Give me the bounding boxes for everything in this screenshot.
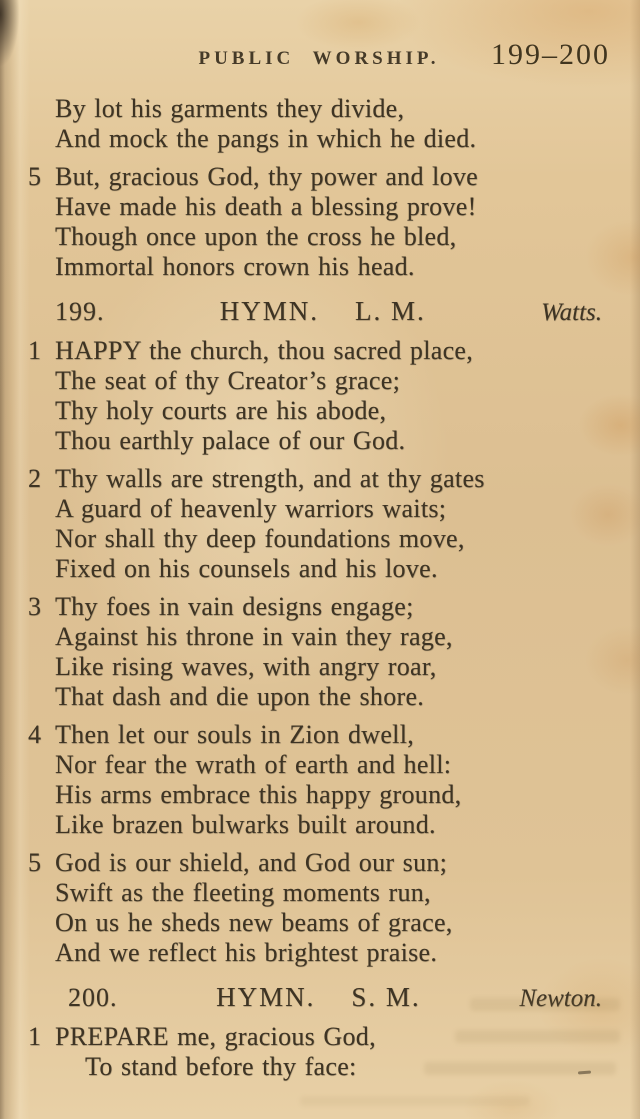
stanza-number: 4 [28,720,41,749]
hymn-title-group [105,296,542,327]
stanza-number: 5 [28,162,41,191]
stanza [28,162,610,282]
stanza [28,336,610,456]
stanza-number: 5 [28,848,41,877]
verse-line: But, gracious God, thy power and love [55,162,479,191]
hymn-title: HYMN. [219,296,320,326]
verse-line: Nor shall thy deep foundations move, [55,524,465,553]
stanza-number: 1 [28,1022,41,1051]
verse-line: Nor fear the wrath of earth and hell: [55,750,452,779]
verse-line: Against his throne in vain they rage, [55,622,453,651]
verse-line: By lot his garments they divide, [55,94,405,123]
verse-line: Like brazen bulwarks built around. [55,810,436,839]
verse-line: His arms embrace this happy ground, [55,780,462,809]
verse-line: Like rising waves, with angry roar, [55,652,437,681]
stanza-number: 2 [28,464,41,493]
hymn-heading-199 [28,296,610,330]
hymn-author: Watts. [541,299,602,326]
verse-line: That dash and die upon the shore. [55,682,425,711]
page-header [28,38,610,72]
verse-line: Swift as the fleeting moments run, [55,878,431,907]
verse-line: Thy holy courts are his abode, [55,396,387,425]
hymn-meter: L. M. [355,296,426,326]
stanza [28,720,610,840]
verse-line: Thy foes in vain designs engage; [55,592,414,621]
page-numbers: 199–200 [491,38,611,71]
verse-line: God is our shield, and God our sun; [55,848,448,877]
verse-line: Thou earthly palace of our God. [55,426,406,455]
hymn-number: 200. [68,983,118,1012]
stanza [28,848,610,968]
verse-line: A guard of heavenly warriors waits; [55,494,447,523]
hymn-author: Newton. [519,985,602,1012]
verse-line: To stand before thy face: [85,1052,357,1081]
stanza-number: 1 [28,336,41,365]
stanza-continuation [28,94,610,154]
verse-line: On us he sheds new beams of grace, [55,908,453,937]
running-title: PUBLIC WORSHIP. [198,48,440,69]
hymn-title-group [118,982,520,1013]
hymn-meter: S. M. [351,982,421,1012]
show-through-ghost-line [470,998,620,1011]
verse-line: The seat of thy Creator’s grace; [55,366,401,395]
hymn-number: 199. [55,297,105,326]
verse-line: And we reflect his brightest praise. [55,938,438,967]
verse-line: Immortal honors crown his head. [55,252,415,281]
verse-line: Then let our souls in Zion dwell, [55,720,415,749]
verse-line: And mock the pangs in which he died. [55,124,477,153]
show-through-ghost-line [455,1030,620,1043]
stanza [28,592,610,712]
verse-line: Though once upon the cross he bled, [55,222,457,251]
stanza-number: 3 [28,592,41,621]
hymn-title: HYMN. [216,982,316,1012]
verse-line: PREPARE me, gracious God, [55,1022,376,1051]
stanza [28,464,610,584]
verse-line: Thy walls are strength, and at thy gates [55,464,485,493]
verse-line: Have made his death a blessing prove! [55,192,477,221]
verse-line: Fixed on his counsels and his love. [55,554,438,583]
show-through-ghost-line [300,1096,530,1106]
verse-line: HAPPY the church, thou sacred place, [55,336,474,365]
